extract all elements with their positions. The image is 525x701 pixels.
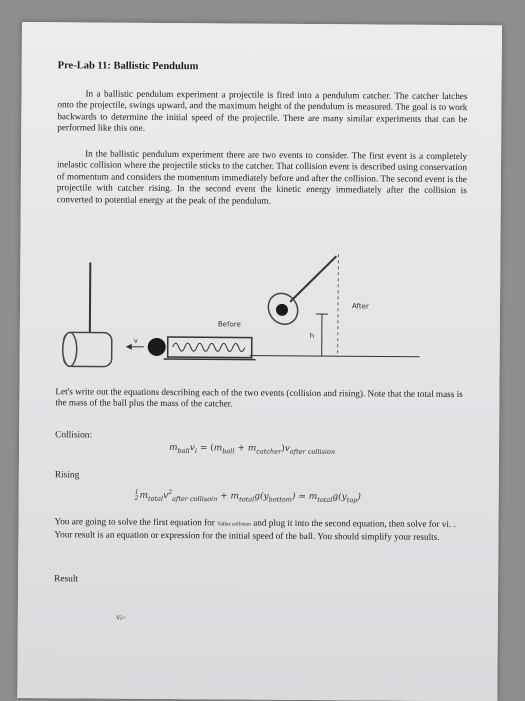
after-label: After xyxy=(352,302,369,310)
document-sheet xyxy=(17,22,502,701)
before-catcher-opening xyxy=(63,332,77,366)
page-title: Pre-Lab 11: Ballistic Pendulum xyxy=(58,60,199,72)
before-label: Before xyxy=(218,320,241,328)
solve-instructions: You are going to solve the first equation for Vafter collision and plug it into the second equation, then solve for vi. . Your result is an equation or expression for the initial speed of the ball. You should simplify your results. xyxy=(54,516,464,544)
after-pivot-line xyxy=(338,254,339,356)
events-paragraph: In the ballistic pendulum experiment there are two events to consider. The first event is a completely inelastic collision where the projectile sticks to the catcher. That collision event is described using conservation of momentum and considers the momentum immediately before and after the collision. The second event is the projectile with catcher rising. In the second event the kinetic energy immediately after the collision is converted to potential energy at the peak of the pendulum. xyxy=(57,148,467,208)
velocity-label: v xyxy=(134,337,138,345)
collision-label: Collision: xyxy=(55,430,92,440)
collision-equation: $m_{ball}v_i = (m_{ball} + m_{catcher})v_{after collision}$ xyxy=(169,443,335,456)
equations-note: Let's write out the equations describing each of the two events (collision and rising). Note that the total mass is the mass of the ball plus the mass of the catcher. xyxy=(55,386,465,412)
vi-answer-label: Vi= xyxy=(116,615,126,622)
launcher-base xyxy=(164,359,256,360)
after-pendulum-rod xyxy=(290,256,336,302)
intro-paragraph: In a ballistic pendulum experiment a projectile is fired into a pendulum catcher. The catcher latches onto the projectile, swings upward, and the maximum height of the pendulum is measured. The goal is to work backwards to determine the initial speed of the projectile. There are many similar experiments that can be performed like this one. xyxy=(57,88,467,136)
pendulum-diagram xyxy=(40,242,441,375)
rising-label: Rising xyxy=(55,470,80,480)
result-label: Result xyxy=(54,574,78,584)
after-ball xyxy=(276,304,288,316)
velocity-arrowhead xyxy=(126,344,132,350)
ground-line xyxy=(250,356,420,357)
projectile-ball xyxy=(148,338,166,356)
rising-equation: 1 $2m_{total}v^2_{after collisoin} + m_{total}g(y_{bottom}) = m_{total}g(y_{top})$ xyxy=(135,489,361,504)
height-label: h xyxy=(310,332,314,340)
launcher-spring xyxy=(173,343,245,352)
